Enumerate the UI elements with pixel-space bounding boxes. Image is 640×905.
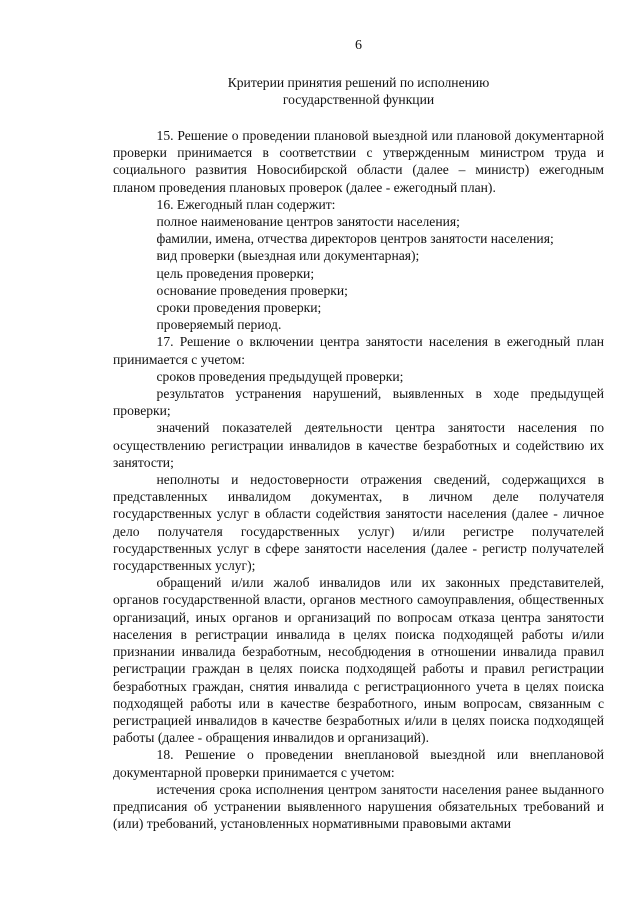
plan-item-centers: полное наименование центров занятости населения; bbox=[156, 214, 460, 230]
page-number: 6 bbox=[355, 38, 362, 53]
criterion-complaints: обращений и/или жалоб инвалидов или их законных представителей, органов государственной власти, органов местного самоуправления, общественных организаций, иных органов и организаций по вопросам отказа центра занятости населения в регистрации инвалида в целях поиска подходящей работы и/или признании инвалида безработным, несобдюдения в отношении инвалида правил регистрации граждан в целях поиска подходящей работы и правил регистрации безработных граждан, снятия инвалида с регистрационного учета в целях поиска подходящей работы или в качестве безработного, иным вопросам, связанным с регистрацией инвалидов в качестве безработных и/или в целях поиска подходящей работы (далее - обращения инвалидов и организаций). bbox=[113, 575, 604, 746]
plan-item-basis: основание проведения проверки; bbox=[156, 282, 348, 298]
document-body bbox=[113, 127, 604, 832]
paragraph-15: 15. Решение о проведении плановой выездной или плановой документарной проверки принимается в соответствии с утвержденным министром труда и социального развития Новосибирской области (далее – министр) ежегодным планом проведения плановых проверок (далее - ежегодный план). bbox=[113, 128, 604, 195]
document-page bbox=[113, 36, 604, 832]
criterion-indicators: значений показателей деятельности центра занятости населения по осуществлению регистрации инвалидов в качестве безработных и содействию их занятости; bbox=[113, 420, 604, 470]
paragraph-17: 17. Решение о включении центра занятости населения в ежегодный план принимается с учетом: bbox=[113, 334, 604, 367]
section-title bbox=[113, 74, 604, 108]
criterion-data-accuracy: неполноты и недостоверности отражения сведений, содержащихся в представленных инвалидом документах, в личном деле получателя государственных услуг в области содействия занятости населения (далее - личное дело получателя государственных услуг) и/или регистре получателей государственных услуг в сфере занятости населения (далее - регистр получателей государственных услуг); bbox=[113, 472, 604, 574]
plan-item-period: проверяемый период. bbox=[156, 317, 282, 333]
plan-item-type: вид проверки (выездная или документарная); bbox=[156, 248, 420, 264]
section-title-line-2: государственной функции bbox=[282, 92, 435, 107]
criterion-previous-check: сроков проведения предыдущей проверки; bbox=[156, 368, 404, 384]
paragraph-18: 18. Решение о проведении внеплановой выездной или внеплановой документарной проверки принимается с учетом: bbox=[113, 747, 604, 780]
plan-item-dates: сроки проведения проверки; bbox=[156, 300, 322, 316]
plan-item-goal: цель проведения проверки; bbox=[156, 265, 315, 281]
paragraph-16: 16. Ежегодный план содержит: bbox=[156, 196, 336, 212]
plan-item-directors: фамилии, имена, отчества директоров центров занятости населения; bbox=[156, 231, 554, 247]
criterion-violations: результатов устранения нарушений, выявленных в ходе предыдущей проверки; bbox=[113, 386, 604, 419]
criterion-prescription-expiry: истечения срока исполнения центром занятости населения ранее выданного предписания об устранении выявленного нарушения обязательных требований и (или) требований, установленных нормативными правовыми актами bbox=[113, 781, 604, 832]
section-title-line-1: Критерии принятия решений по исполнению bbox=[227, 75, 490, 90]
